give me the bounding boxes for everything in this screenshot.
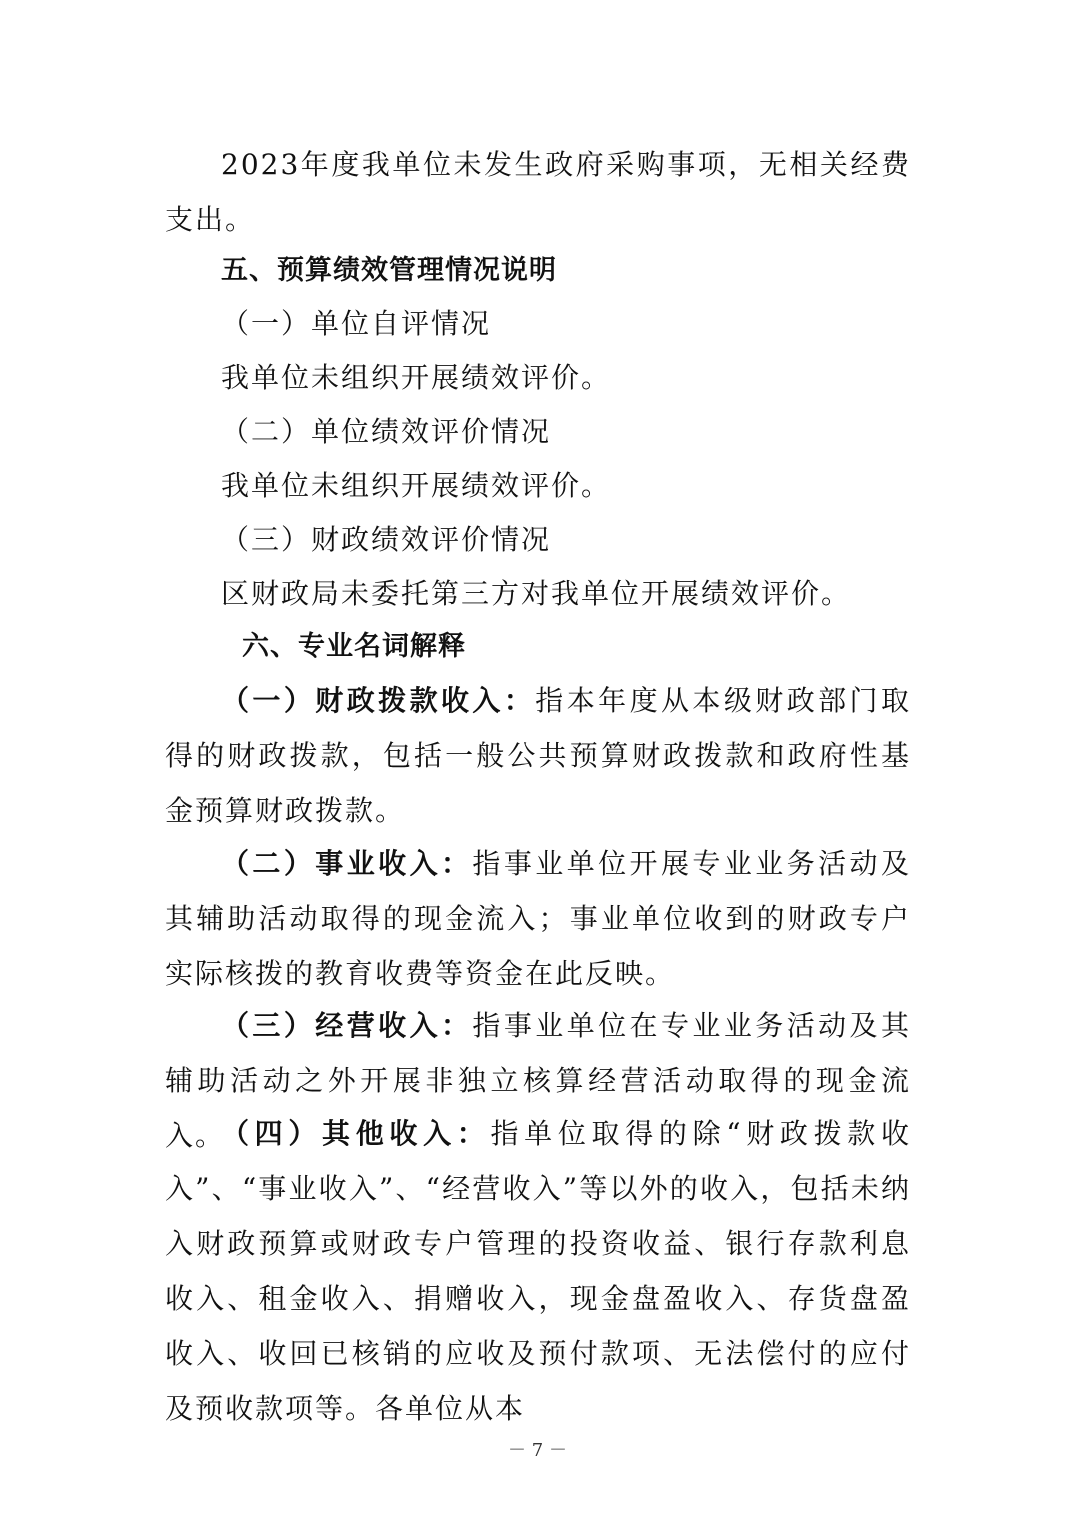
section-6-heading: 六、专业名词解释 [242,631,466,662]
page-number: － 7 － [508,1440,567,1461]
definition-text: 指事业单位开展专业业务活动及其辅助活动取得的现金流入；事业单位收到的财政专户实际核拨的教育收费等资金在此反映。 [165,847,911,990]
definition-paragraph [165,1106,911,1436]
subsection-5-2-text: 我单位未组织开展绩效评价。 [221,469,612,502]
definition-text: 指本年度从本级财政部门取得的财政拨款，包括一般公共预算财政拨款和政府性基金预算财政拨款。 [165,684,911,827]
definition-term: （四）其他收入： [221,1117,491,1150]
definition-text: 指事业单位在专业业务活动及其辅助活动之外开展非独立核算经营活动取得的现金流入。 [165,1009,911,1152]
subsection-5-1-text: 我单位未组织开展绩效评价。 [221,361,612,394]
definition-text: 指单位取得的除“财政拨款收入”、“事业收入”、“经营收入”等以外的收入，包括未纳入财政预算或财政专户管理的投资收益、银行存款利息收入、租金收入、捐赠收入，现金盘盈收入、存货盘盈收入、收回已核销的应收及预付款项、无法偿付的应付及预收款项等。各单位从本 [165,1117,911,1425]
definition-term: （三）经营收入： [221,1009,473,1042]
subsection-5-1-heading: （一）单位自评情况 [221,307,492,340]
subsection-5-3-text: 区财政局未委托第三方对我单位开展绩效评价。 [221,577,852,610]
section-5-heading: 五、预算绩效管理情况说明 [221,255,557,286]
definition-paragraph [165,673,911,838]
definition-term: （二）事业收入： [221,847,473,880]
procurement-paragraph: 2023年度我单位未发生政府采购事项，无相关经费支出。 [165,148,911,236]
subsection-5-3-heading: （三）财政绩效评价情况 [221,523,552,556]
subsection-5-2-heading: （二）单位绩效评价情况 [221,415,552,448]
definition-paragraph [165,836,911,1001]
definition-term: （一）财政拨款收入： [221,684,536,717]
